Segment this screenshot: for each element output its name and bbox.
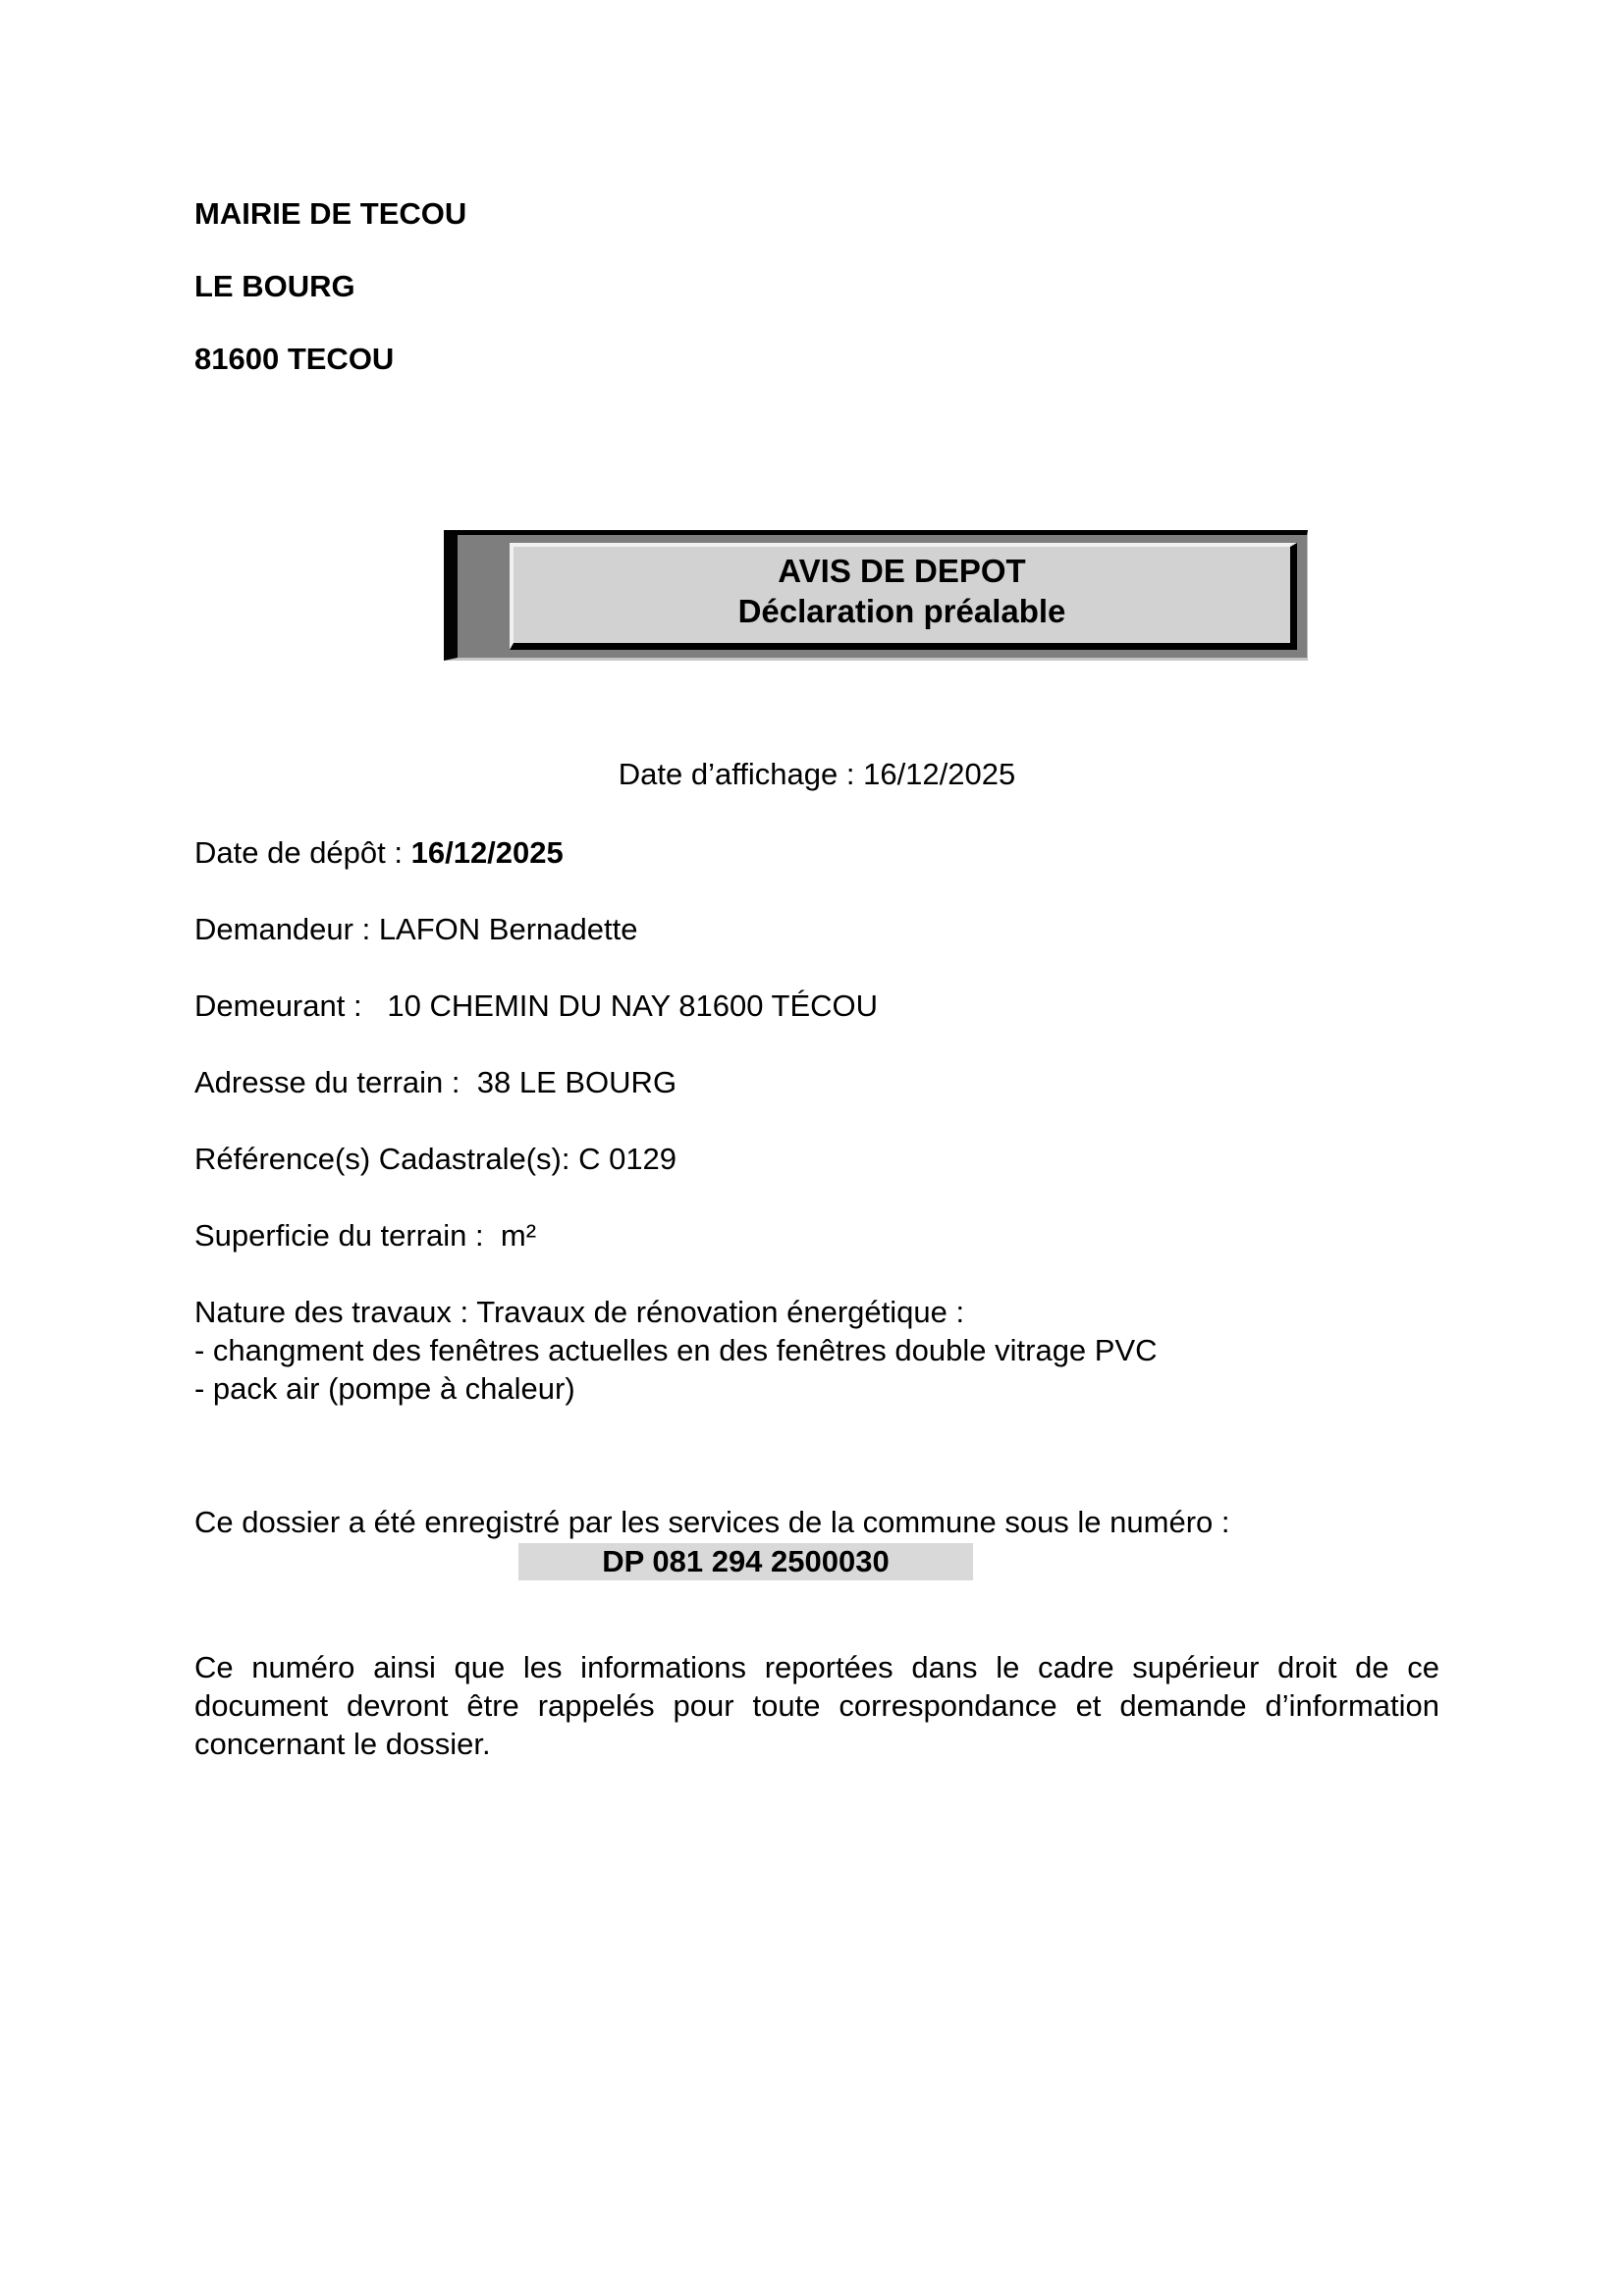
field-nature-item-fenetres: - changment des fenêtres actuelles en des fenêtres double vitrage PVC [194,1333,1158,1367]
field-date-depot-value: 16/12/2025 [410,835,564,870]
mairie-city: 81600 TECOU [194,342,395,376]
notice-title-box [444,530,1308,661]
notice-title-line1: AVIS DE DEPOT [778,553,1026,589]
field-reference-cadastrale: Référence(s) Cadastrale(s): C 0129 [194,1142,677,1176]
field-demandeur: Demandeur : LAFON Bernadette [194,912,638,946]
dossier-number-badge: DP 081 294 2500030 [518,1543,973,1580]
field-date-depot-label: Date de dépôt : [194,835,411,870]
field-nature-item-pack-air: - pack air (pompe à chaleur) [194,1371,575,1406]
dossier-fields [194,833,1439,1408]
notice-title-box-inner [510,543,1297,650]
registration-intro-line: Ce dossier a été enregistré par les services de la commune sous le numéro : [194,1505,1230,1539]
date-affichage-line: Date d’affichage : 16/12/2025 [618,757,1016,791]
field-demeurant: Demeurant : 10 CHEMIN DU NAY 81600 TÉCOU [194,988,879,1023]
field-adresse-terrain: Adresse du terrain : 38 LE BOURG [194,1065,677,1099]
field-nature-travaux: Nature des travaux : Travaux de rénovation énergétique : [194,1295,965,1329]
footer-note-paragraph: Ce numéro ainsi que les informations reportées dans le cadre supérieur droit de ce document devront être rappelés pour toute correspondance et demande d’information concernant le dossier. [194,1650,1439,1761]
notice-title-line2: Déclaration préalable [737,593,1066,629]
mairie-street: LE BOURG [194,269,355,303]
field-date-depot [194,833,1439,872]
mairie-name: MAIRIE DE TECOU [194,196,467,231]
field-superficie: Superficie du terrain : m² [194,1218,537,1253]
mairie-address-block [194,195,466,413]
